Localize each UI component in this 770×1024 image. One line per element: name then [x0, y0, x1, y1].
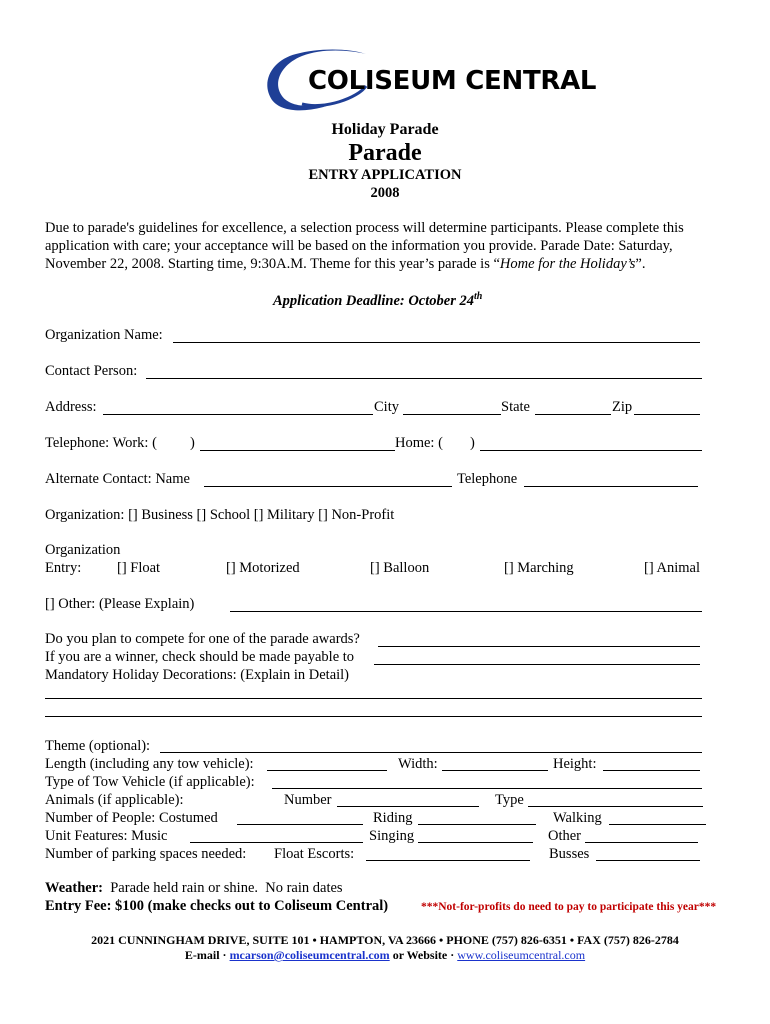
footer-contact: [0, 949, 770, 961]
deadline-sup: th: [473, 291, 483, 302]
payable-label: If you are a winner, check should be made payable to: [45, 649, 355, 665]
deadline: [273, 292, 482, 308]
logo-text: COLISEUM CENTRAL: [308, 66, 597, 96]
entry-motorized-checkbox[interactable]: [] Motorized: [226, 560, 300, 576]
entry-animal-checkbox[interactable]: [] Animal: [644, 560, 700, 576]
riding-field[interactable]: [418, 824, 536, 825]
compete-field[interactable]: [378, 646, 700, 647]
tel-work-field[interactable]: [200, 450, 395, 451]
entry-float-checkbox[interactable]: [] Float: [117, 560, 161, 576]
animals-type-label: Type: [495, 792, 524, 808]
singing-label: Singing: [369, 828, 415, 844]
org-entry-label1: Organization: [45, 542, 121, 558]
decorations-field-2[interactable]: [45, 716, 702, 717]
page-title: Parade: [348, 140, 422, 166]
tel-home-label: Home: (: [395, 435, 443, 451]
fee-note: ***Not-for-profits do need to pay to participate this year***: [421, 901, 717, 913]
height-label: Height:: [553, 756, 597, 772]
tel-work-paren: ): [190, 435, 195, 451]
animals-type-field[interactable]: [528, 806, 703, 807]
contact-label: Contact Person:: [45, 363, 138, 379]
payable-field[interactable]: [374, 664, 700, 665]
entry-marching-checkbox[interactable]: [] Marching: [504, 560, 574, 576]
alt-contact-label: Alternate Contact: Name: [45, 471, 190, 487]
address-label: Address:: [45, 399, 97, 415]
busses-field[interactable]: [596, 860, 700, 861]
header-line1: Holiday Parade: [331, 121, 439, 138]
animals-number-label: Number: [284, 792, 332, 808]
people-label: Number of People: Costumed: [45, 810, 218, 826]
tel-work-label: Telephone: Work: (: [45, 435, 157, 451]
logo: [262, 46, 597, 120]
zip-field[interactable]: [634, 414, 700, 415]
walking-field[interactable]: [609, 824, 706, 825]
length-field[interactable]: [267, 770, 387, 771]
org-name-label: Organization Name:: [45, 327, 163, 343]
org-type-options[interactable]: Organization: [] Business [] School [] Military [] Non-Profit: [45, 507, 395, 523]
web-label: or Website ·: [389, 948, 458, 962]
singing-field[interactable]: [418, 842, 533, 843]
intro-line1: Due to parade's guidelines for excellence, a selection process will determine participants. Please complete this: [45, 220, 684, 236]
busses-label: Busses: [549, 846, 590, 862]
weather-text: Parade held rain or shine. No rain dates: [102, 880, 343, 896]
decorations-label: Mandatory Holiday Decorations: (Explain in Detail): [45, 667, 350, 683]
tow-label: Type of Tow Vehicle (if applicable):: [45, 774, 255, 790]
state-label: State: [501, 399, 530, 415]
other-label[interactable]: [] Other: (Please Explain): [45, 596, 195, 612]
weather-line: [45, 881, 343, 896]
float-escorts-field[interactable]: [366, 860, 530, 861]
other2-field[interactable]: [585, 842, 698, 843]
decorations-field-1[interactable]: [45, 698, 702, 699]
org-entry-label2: Entry:: [45, 560, 82, 576]
entry-balloon-checkbox[interactable]: [] Balloon: [370, 560, 430, 576]
tow-field[interactable]: [272, 788, 702, 789]
alt-contact-field[interactable]: [204, 486, 452, 487]
weather-label: Weather:: [45, 880, 103, 896]
city-label: City: [374, 399, 399, 415]
theme-field[interactable]: [160, 752, 702, 753]
theme-label: Theme (optional):: [45, 738, 151, 754]
website-link[interactable]: www.coliseumcentral.com: [457, 948, 586, 962]
intro-line3: [45, 257, 645, 272]
entry-fee: Entry Fee: $100 (make checks out to Coliseum Central): [45, 898, 389, 914]
intro-line3-c: ”.: [635, 256, 646, 272]
unit-label: Unit Features: Music: [45, 828, 168, 844]
tel-home-paren: ): [470, 435, 475, 451]
contact-field[interactable]: [146, 378, 702, 379]
intro-theme: Home for the Holiday’s: [499, 256, 636, 272]
parking-label: Number of parking spaces needed:: [45, 846, 247, 862]
city-field[interactable]: [403, 414, 501, 415]
address-field[interactable]: [103, 414, 373, 415]
animals-label: Animals (if applicable):: [45, 792, 184, 808]
length-label: Length (including any tow vehicle):: [45, 756, 254, 772]
email-label: E-mail ·: [184, 948, 230, 962]
intro-line3-a: November 22, 2008. Starting time, 9:30A.M. Theme for this year’s parade is “: [45, 256, 500, 272]
zip-label: Zip: [612, 399, 633, 415]
header-line3: ENTRY APPLICATION: [308, 167, 462, 183]
org-name-field[interactable]: [173, 342, 700, 343]
width-label: Width:: [398, 756, 438, 772]
other2-label: Other: [548, 828, 582, 844]
intro-line2: application with care; your acceptance will be based on the information you provide. Parade Date: Saturday,: [45, 238, 673, 254]
state-field[interactable]: [535, 414, 611, 415]
email-link[interactable]: mcarson@coliseumcentral.com: [229, 948, 390, 962]
animals-number-field[interactable]: [337, 806, 479, 807]
tel-home-field[interactable]: [480, 450, 702, 451]
other-field[interactable]: [230, 611, 702, 612]
header-year: 2008: [370, 185, 400, 201]
alt-tel-label: Telephone: [457, 471, 518, 487]
compete-label: Do you plan to compete for one of the parade awards?: [45, 631, 360, 647]
float-escorts-label: Float Escorts:: [274, 846, 355, 862]
costumed-field[interactable]: [237, 824, 363, 825]
deadline-text: Application Deadline: October 24: [273, 292, 474, 309]
alt-tel-field[interactable]: [524, 486, 698, 487]
music-field[interactable]: [190, 842, 363, 843]
height-field[interactable]: [603, 770, 700, 771]
riding-label: Riding: [373, 810, 413, 826]
width-field[interactable]: [442, 770, 548, 771]
footer-address: 2021 CUNNINGHAM DRIVE, SUITE 101 • HAMPTON, VA 23666 • PHONE (757) 826-6351 • FAX (757) 826-2784: [91, 933, 679, 947]
walking-label: Walking: [553, 810, 602, 826]
